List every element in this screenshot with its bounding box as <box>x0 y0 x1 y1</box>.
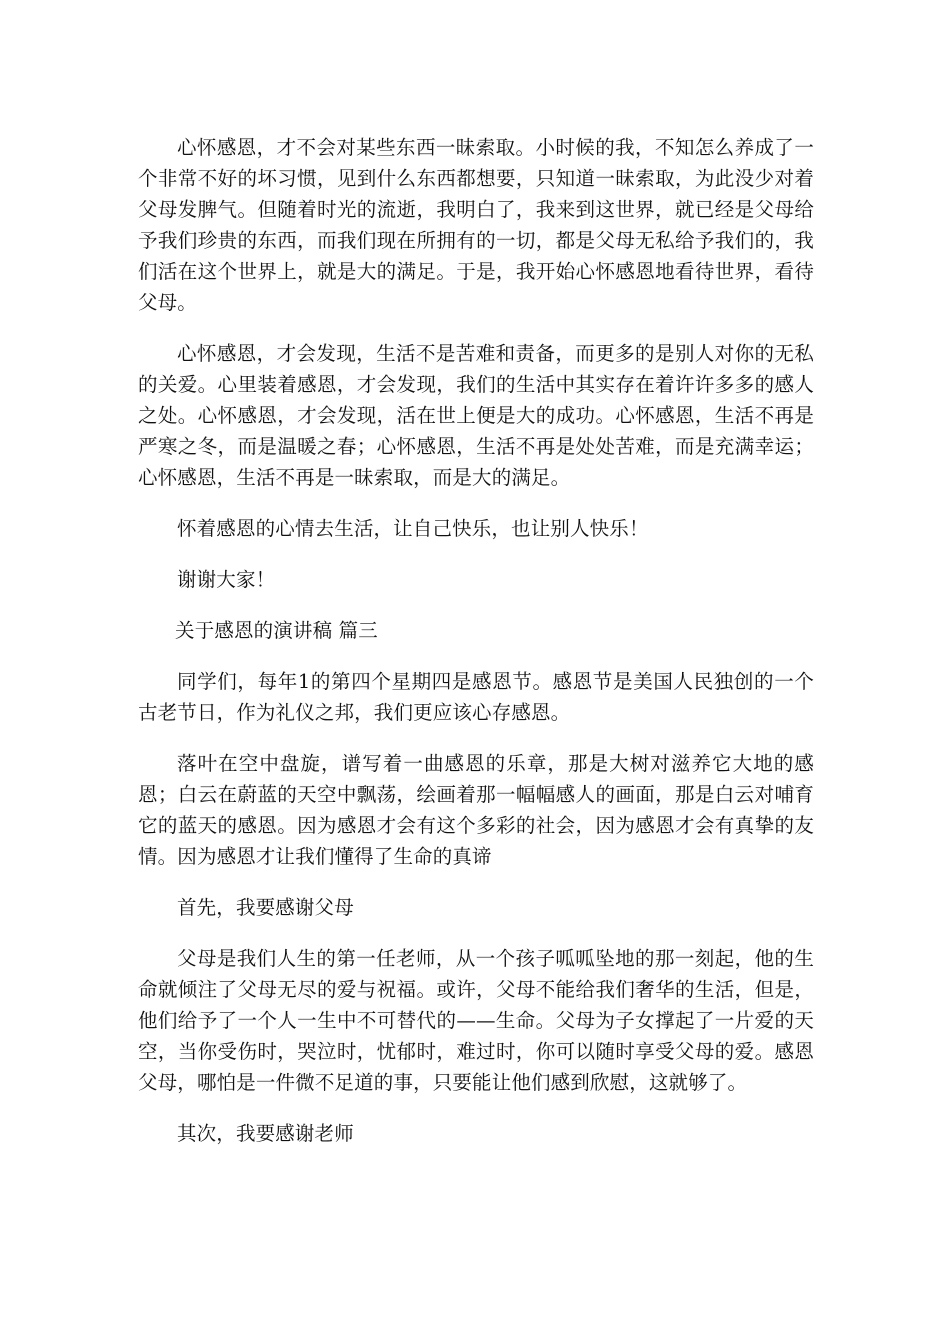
paragraph-thank-parents-heading: 首先，我要感谢父母 <box>177 896 354 919</box>
paragraph-thanksgiving-intro: 同学们，每年1的第四个星期四是感恩节。感恩节是美国人民独创的一个古老节日，作为礼仪之邦，我们更应该心存感恩。 <box>138 670 814 724</box>
paragraph-falling-leaves: 落叶在空中盘旋，谱写着一曲感恩的乐章，那是大树对滋养它大地的感恩；白云在蔚蓝的天空中飘荡，绘画着那一幅幅感人的画面，那是白云对哺育它的蓝天的感恩。因为感恩才会有这个多彩的社会，因为感恩才会有真挚的友情。因为感恩才让我们懂得了生命的真谛 <box>138 752 814 868</box>
document-body <box>138 132 814 1169</box>
section-heading: 关于感恩的演讲稿 篇三 <box>175 619 378 642</box>
paragraph-thanks-everyone: 谢谢大家！ <box>177 568 276 591</box>
paragraph-parents: 父母是我们人生的第一任老师，从一个孩子呱呱坠地的那一刻起，他的生命就倾注了父母无尽的爱与祝福。或许，父母不能给我们奢华的生活，但是，他们给予了一个人一生中不可替代的——生命。父母为子女撑起了一片爱的天空，当你受伤时，哭泣时，忧郁时，难过时，你可以随时享受父母的爱。感恩父母，哪怕是一件微不足道的事，只要能让他们感到欣慰，这就够了。 <box>138 947 814 1094</box>
paragraph-thank-teachers-heading: 其次，我要感谢老师 <box>177 1122 354 1145</box>
paragraph-live-with-gratitude: 怀着感恩的心情去生活，让自己快乐，也让别人快乐！ <box>177 517 649 540</box>
paragraph-gratitude-no-taking: 心怀感恩，才不会对某些东西一昧索取。小时候的我，不知怎么养成了一个非常不好的坏习惯，见到什么东西都想要，只知道一昧索取，为此没少对着父母发脾气。但随着时光的流逝，我明白了，我来到这世界，就已经是父母给予我们珍贵的东西，而我们现在所拥有的一切，都是父母无私给予我们的，我们活在这个世界上，就是大的满足。于是，我开始心怀感恩地看待世界，看待父母。 <box>138 136 814 314</box>
paragraph-gratitude-discovery: 心怀感恩，才会发现，生活不是苦难和责备，而更多的是别人对你的无私的关爱。心里装着感恩，才会发现，我们的生活中其实存在着许许多多的感人之处。心怀感恩，才会发现，活在世上便是大的成功。心怀感恩，生活不再是严寒之冬，而是温暖之春；心怀感恩，生活不再是处处苦难，而是充满幸运；心怀感恩，生活不再是一昧索取，而是大的满足。 <box>138 342 814 489</box>
